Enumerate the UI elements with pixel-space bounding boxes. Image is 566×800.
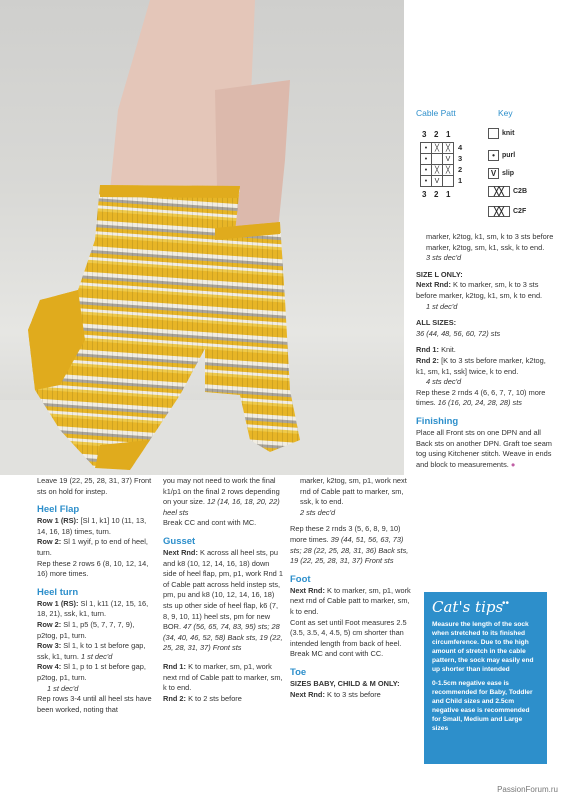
instruction bbox=[416, 280, 556, 301]
watermark: PassionForum.ru bbox=[497, 785, 558, 794]
c2b-symbol-icon: ╳╳ bbox=[488, 186, 510, 197]
c2f-symbol-icon: ╳╳ bbox=[488, 206, 510, 217]
key-purl bbox=[488, 150, 515, 161]
intro-text: Leave 19 (22, 25, 28, 31, 37) Front sts on hold for instep. bbox=[37, 476, 152, 496]
column-2 bbox=[163, 476, 285, 704]
foot-length-text: Cont as set until Foot measures 2.5 (3.5, 3.5, 4, 4.5, 5) cm shorter than intended length from back of heel. bbox=[290, 617, 407, 648]
stitch-count: 4 sts dec'd bbox=[426, 377, 462, 387]
row-label: 2 bbox=[458, 165, 463, 174]
stitch-count: 36 (44, 48, 56, 60, 72) sts bbox=[416, 328, 501, 338]
stitch-count: 3 sts dec'd bbox=[426, 253, 462, 263]
round-label: Rnd 1: bbox=[416, 345, 439, 355]
row-label: 3 bbox=[458, 154, 463, 163]
chart-cell: ╳ bbox=[432, 165, 443, 176]
round-text: K to 3 sts before bbox=[326, 689, 381, 699]
end-dot-icon: ● bbox=[510, 459, 516, 469]
cable-pattern-chart bbox=[416, 106, 566, 226]
tip-paragraph: 0-1.5cm negative ease is recommended for Baby, Toddler and Child sizes and 2.5cm negative ease is recommended for Small, Medium and Large sizes bbox=[432, 680, 533, 732]
row-label: Row 4: bbox=[37, 662, 62, 672]
instruction bbox=[37, 620, 155, 641]
key-title: Key bbox=[498, 108, 513, 118]
chart-cell: • bbox=[421, 165, 432, 176]
chart-cell: V bbox=[432, 176, 443, 187]
size-heading: ALL SIZES: bbox=[416, 318, 457, 328]
round-label: Next Rnd: bbox=[290, 689, 325, 699]
key-label: purl bbox=[502, 152, 516, 159]
row-label: Row 3: bbox=[37, 641, 62, 651]
finishing-body: Place all Front sts on one DPN and all Back sts on another DPN. Graft toe seam tog using Kitchener stitch. Weave in ends and block to measurements. bbox=[416, 427, 552, 469]
row-label: 4 bbox=[458, 143, 463, 152]
round-label: Rnd 1: bbox=[163, 661, 186, 671]
instruction bbox=[416, 388, 556, 409]
row-text: Sl 1, p5 (5, 7, 7, 7, 9), p2tog, p1, turn. bbox=[37, 619, 135, 640]
row-label: Row 1 (RS): bbox=[37, 598, 79, 608]
row-text: Sl 1, p to 1 st before gap, p2tog, p1, turn. bbox=[37, 662, 146, 682]
stitch-count: 1 st dec'd bbox=[80, 651, 113, 661]
sock-photo bbox=[0, 0, 404, 475]
round-text: K to marker, sm, p1, work next rnd of Cable patt to marker, sm, k to end. bbox=[163, 661, 283, 693]
section-heading-heel-turn: Heel turn bbox=[37, 586, 79, 598]
chart-cell: • bbox=[421, 176, 432, 187]
key-label: C2F bbox=[513, 208, 527, 215]
key-label: C2B bbox=[513, 188, 528, 195]
column-right bbox=[416, 232, 556, 470]
key-c2f bbox=[488, 206, 526, 217]
chart-grid bbox=[420, 142, 454, 187]
instruction bbox=[416, 345, 556, 356]
row-label: Row 2: bbox=[37, 619, 62, 629]
section-heading-finishing: Finishing bbox=[416, 415, 459, 427]
round-label: Next Rnd: bbox=[416, 280, 451, 290]
knit-symbol-icon bbox=[488, 128, 499, 139]
round-text: K to marker, sm, k to 3 sts before marker, k2tog, k1, sm, k to end. bbox=[416, 280, 543, 300]
repeat-text: Rep these 2 rows 6 (8, 10, 12, 14, 16) more times. bbox=[37, 558, 149, 579]
round-label: Rnd 2: bbox=[163, 693, 186, 703]
col-label: 3 bbox=[422, 130, 427, 139]
colour-change-text: Break MC and cont with CC. bbox=[290, 649, 384, 659]
sock-illustration bbox=[0, 0, 404, 475]
stitch-count: 16 (16, 20, 24, 28, 28) sts bbox=[437, 398, 523, 408]
instruction bbox=[290, 586, 414, 618]
section-heading-heel-flap: Heel Flap bbox=[37, 504, 80, 516]
paw-icon: •• bbox=[502, 598, 510, 609]
chart-cell: ╳ bbox=[443, 143, 454, 154]
stitch-count: 2 sts dec'd bbox=[300, 507, 336, 517]
round-label: Next Rnd: bbox=[163, 547, 198, 557]
section-heading-gusset: Gusset bbox=[163, 535, 196, 547]
chart-cell: V bbox=[443, 154, 454, 165]
key-c2b bbox=[488, 186, 527, 197]
instruction bbox=[163, 662, 285, 694]
row-text: [Sl 1, k1] 10 (11, 13, 14, 16, 18) times, turn. bbox=[37, 516, 147, 536]
instruction bbox=[290, 690, 414, 701]
instruction bbox=[163, 694, 285, 705]
chart-cell: • bbox=[421, 143, 432, 154]
colour-change-text: Break CC and cont with MC. bbox=[163, 518, 257, 528]
instruction bbox=[37, 599, 155, 620]
round-text: Knit. bbox=[441, 345, 456, 355]
column-3 bbox=[290, 476, 414, 700]
section-heading-foot: Foot bbox=[290, 573, 311, 585]
repeat-body: Rep these 2 rnds 3 (5, 6, 8, 9, 10) more times. bbox=[290, 524, 401, 544]
col-label: 1 bbox=[446, 190, 451, 199]
tip-paragraph: Measure the length of the sock when stretched to its finished circumference. Due to the high amount of stretch in the cable pattern, the sock may easily end up shorter than intended bbox=[432, 621, 534, 673]
row-text: Sl 1, k11 (12, 15, 16, 18, 21), ssk, k1, turn. bbox=[37, 598, 149, 619]
tips-title: Cat's tips bbox=[432, 598, 504, 616]
row-label: Row 2: bbox=[37, 537, 62, 547]
chart-cell: ╳ bbox=[443, 165, 454, 176]
finishing-text bbox=[416, 428, 556, 470]
chart-cell bbox=[443, 176, 454, 187]
toe-continued: marker, k2tog, k1, sm, k to 3 sts before marker, k2tog, sm, k1, ssk, k to end. bbox=[426, 232, 554, 252]
stitch-count: 12 (14, 16, 18, 20, 22) heel sts bbox=[163, 497, 280, 517]
chart-cell: ╳ bbox=[432, 143, 443, 154]
round-label: Next Rnd: bbox=[290, 585, 325, 595]
round-text: K to marker, sm, p1, work next rnd of Cable patt to marker, sm, k to end. bbox=[290, 585, 411, 616]
key-label: knit bbox=[502, 130, 515, 137]
stitch-count: 47 (56, 65, 74, 83, 95) sts; 28 (34, 40, 46, 52, 58) Back sts, 19 (22, 25, 28, 31, 37) Front sts bbox=[163, 622, 283, 653]
key-label: slip bbox=[502, 170, 515, 177]
instruction bbox=[163, 548, 285, 654]
cats-tips-box bbox=[424, 592, 547, 764]
continued-text bbox=[163, 476, 285, 518]
row-label: Row 1 (RS): bbox=[37, 516, 79, 526]
column-1 bbox=[37, 476, 155, 715]
chart-title: Cable Patt bbox=[416, 108, 456, 118]
continued-body: you may not need to work the final k1/p1 on the final 2 rows depending on your size. bbox=[163, 476, 280, 507]
slip-symbol-icon: V bbox=[488, 168, 499, 179]
stitch-count: 1 st dec'd bbox=[47, 683, 79, 693]
continued-text: marker, k2tog, sm, p1, work next rnd of Cable patt to marker, sm, ssk, k to end. bbox=[300, 476, 407, 507]
round-text: K to 2 sts before bbox=[188, 693, 242, 703]
repeat-text bbox=[290, 524, 414, 566]
col-label: 3 bbox=[422, 190, 427, 199]
col-label: 1 bbox=[446, 130, 451, 139]
key-knit bbox=[488, 128, 514, 139]
stitch-count: 1 st dec'd bbox=[426, 301, 458, 311]
row-text: Sl 1, k to 1 st before gap, ssk, k1, turn. bbox=[37, 641, 146, 661]
repeat-text: Rep these 2 rnds 4 (6, 6, 7, 7, 10) more times. bbox=[416, 387, 546, 408]
instruction bbox=[37, 641, 155, 662]
row-label: 1 bbox=[458, 176, 463, 185]
stitch-count: 39 (44, 51, 56, 63, 73) sts; 28 (22, 25, 28, 31, 36) Back sts, 19 (22, 25, 28, 31, 37) Front sts bbox=[290, 534, 409, 566]
repeat-text: Rep rows 3-4 until all heel sts have been worked, noting that bbox=[37, 694, 152, 714]
col-label: 2 bbox=[434, 190, 439, 199]
key-slip bbox=[488, 168, 514, 179]
round-label: Rnd 2: bbox=[416, 355, 439, 365]
chart-cell bbox=[432, 154, 443, 165]
size-heading: SIZES BABY, CHILD & M ONLY: bbox=[290, 678, 400, 688]
chart-cell: • bbox=[421, 154, 432, 165]
instruction bbox=[37, 662, 155, 683]
section-heading-toe: Toe bbox=[290, 666, 307, 678]
instruction bbox=[37, 516, 155, 537]
round-text: [K to 3 sts before marker, k2tog, k1, sm, k1, ssk] twice, k to end. bbox=[416, 355, 546, 376]
size-heading: SIZE L ONLY: bbox=[416, 269, 463, 279]
row-text: Sl 1 wyif, p to end of heel, turn. bbox=[37, 537, 148, 557]
purl-symbol-icon: • bbox=[488, 150, 499, 161]
instruction bbox=[37, 537, 155, 558]
instruction bbox=[416, 356, 556, 377]
col-label: 2 bbox=[434, 130, 439, 139]
round-text: K across all heel sts, pu and k8 (10, 12, 14, 16, 18) down side of heel flap, pm, p1, work Rnd 1 of Cable patt across held instep sts, pm, pu and k8 (10, 12, 14, 16, 18) sts up other side of heel flap, k6 (7, 8, 9, 10, 11) heel sts, pm for new BOR. bbox=[163, 547, 283, 632]
